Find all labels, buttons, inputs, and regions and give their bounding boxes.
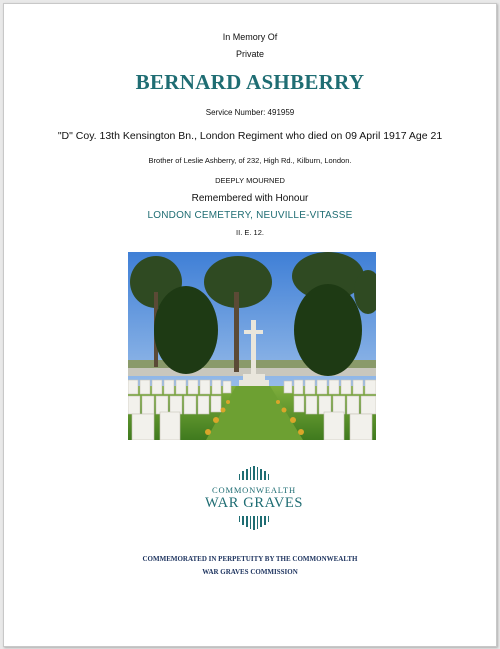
logo-line-1: COMMONWEALTH <box>212 485 296 495</box>
cwgc-logo <box>194 464 314 534</box>
service-number: Service Number: 491959 <box>205 108 295 117</box>
logo-bottom-bars-icon <box>194 516 314 530</box>
inscription: DEEPLY MOURNED <box>215 176 285 185</box>
logo-line-2: WAR GRAVES <box>205 495 303 511</box>
cemetery-name: LONDON CEMETERY, NEUVILLE-VITASSE <box>147 210 353 221</box>
footer-line-2: WAR GRAVES COMMISSION <box>202 568 298 576</box>
soldier-name: BERNARD ASHBERRY <box>135 70 365 94</box>
cemetery-photo <box>128 252 376 440</box>
memory-heading: In Memory Of <box>222 32 278 42</box>
certificate-page <box>3 3 497 647</box>
rank: Private <box>235 49 264 59</box>
grave-reference: II. E. 12. <box>236 228 264 237</box>
remembered-text: Remembered with Honour <box>191 193 309 204</box>
family-details: Brother of Leslie Ashberry, of 232, High Rd., Kilburn, London. <box>148 156 352 165</box>
footer-line-1: COMMEMORATED IN PERPETUITY BY THE COMMONWEALTH <box>142 555 358 563</box>
unit-details: "D" Coy. 13th Kensington Bn., London Regiment who died on 09 April 1917 Age 21 <box>57 130 443 142</box>
logo-top-bars-icon <box>194 466 314 480</box>
